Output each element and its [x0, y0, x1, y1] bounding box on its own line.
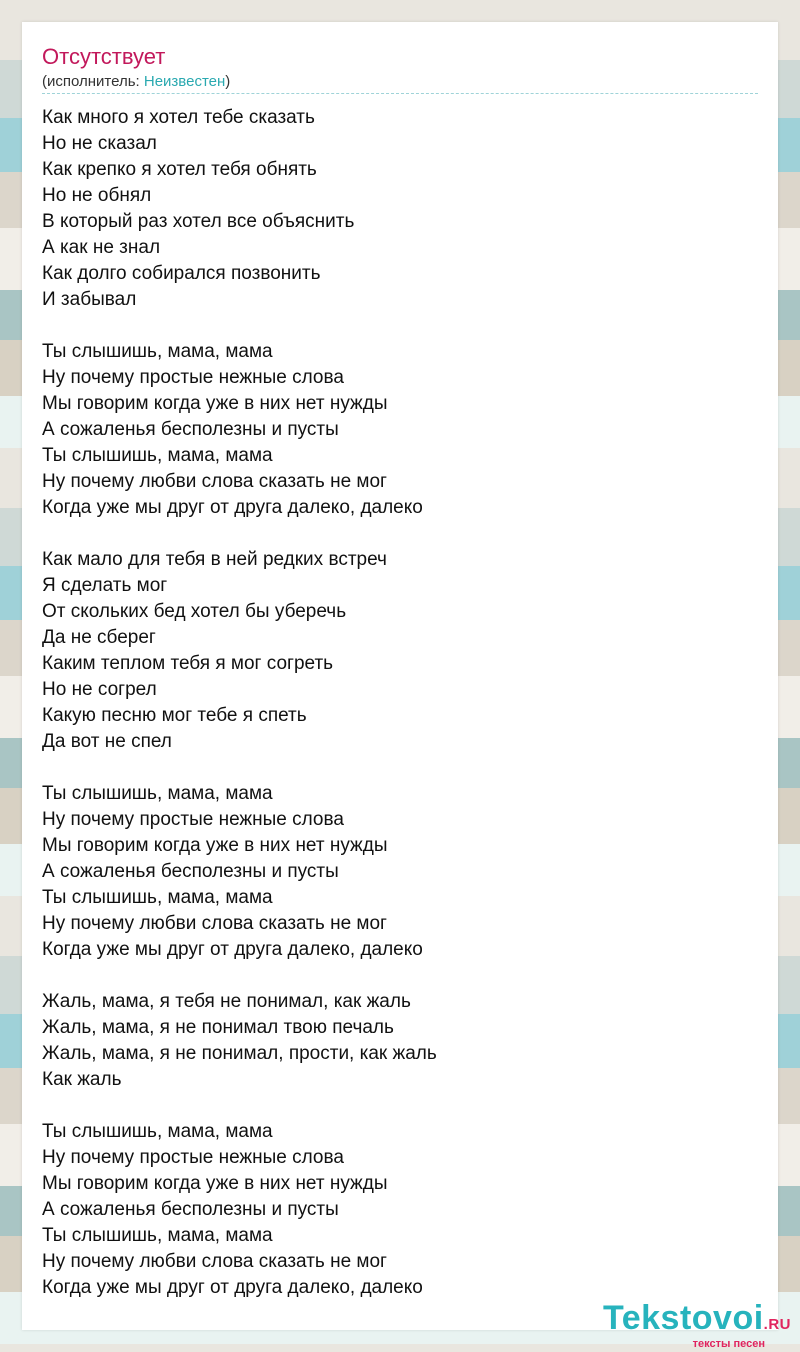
- lyric-line: Я сделать мог: [42, 575, 168, 596]
- lyric-line: Ну почему простые нежные слова: [42, 367, 344, 388]
- lyric-line: Ну почему простые нежные слова: [42, 809, 344, 830]
- lyric-line: Ты слышишь, мама, мама: [42, 783, 273, 804]
- lyric-line: Да не сберег: [42, 627, 156, 648]
- lyric-line: Как жаль: [42, 1069, 122, 1090]
- lyric-line: В который раз хотел все объяснить: [42, 211, 355, 232]
- lyric-line: Мы говорим когда уже в них нет нужды: [42, 393, 388, 414]
- artist-link[interactable]: Неизвестен: [143, 73, 226, 90]
- site-logo: [603, 1300, 791, 1350]
- lyric-line: А сожаленья бесполезны и пусты: [42, 419, 339, 440]
- lyrics-card: [22, 22, 778, 1330]
- lyric-line: Мы говорим когда уже в них нет нужды: [42, 1173, 388, 1194]
- lyric-line: Но не согрел: [42, 679, 157, 700]
- lyric-line: [42, 755, 437, 781]
- lyric-line: А сожаленья бесполезны и пусты: [42, 1199, 339, 1220]
- lyric-line: Жаль, мама, я не понимал твою печаль: [42, 1017, 394, 1038]
- performer-prefix: (исполнитель:: [42, 73, 144, 90]
- lyric-line: Какую песню мог тебе я спеть: [42, 705, 307, 726]
- lyric-line: Ты слышишь, мама, мама: [42, 1225, 273, 1246]
- lyric-line: Ну почему любви слова сказать не мог: [42, 913, 387, 934]
- lyric-line: Как мало для тебя в ней редких встреч: [42, 549, 387, 570]
- song-title: Отсутствует: [42, 44, 166, 69]
- lyric-line: [42, 1093, 437, 1119]
- logo-name: Tekstovoi: [602, 1299, 764, 1337]
- title-divider: [42, 93, 758, 94]
- lyric-line: Как долго собирался позвонить: [42, 263, 321, 284]
- lyric-line: Жаль, мама, я не понимал, прости, как жаль: [42, 1043, 437, 1064]
- lyric-line: Как крепко я хотел тебя обнять: [42, 159, 317, 180]
- lyric-line: И забывал: [42, 289, 137, 310]
- lyric-line: Когда уже мы друг от друга далеко, далеко: [42, 1277, 423, 1298]
- lyric-line: Ну почему простые нежные слова: [42, 1147, 344, 1168]
- lyric-line: Мы говорим когда уже в них нет нужды: [42, 835, 388, 856]
- lyric-line: Ты слышишь, мама, мама: [42, 445, 273, 466]
- lyric-line: Когда уже мы друг от друга далеко, далеко: [42, 939, 423, 960]
- lyric-line: Ты слышишь, мама, мама: [42, 341, 273, 362]
- lyric-line: Ну почему любви слова сказать не мог: [42, 471, 387, 492]
- lyric-line: Ты слышишь, мама, мама: [42, 1121, 273, 1142]
- logo-tagline: тексты песен: [692, 1338, 765, 1350]
- lyric-line: Ты слышишь, мама, мама: [42, 887, 273, 908]
- lyric-line: Каким теплом тебя я мог согреть: [42, 653, 334, 674]
- lyric-line: [42, 521, 437, 547]
- lyric-line: От скольких бед хотел бы уберечь: [42, 601, 347, 622]
- lyric-line: Но не сказал: [42, 133, 157, 154]
- lyric-line: Как много я хотел тебе сказать: [42, 107, 315, 128]
- logo-tld: .RU: [763, 1316, 791, 1333]
- lyric-line: [42, 313, 437, 339]
- lyric-line: А как не знал: [42, 237, 161, 258]
- performer-suffix: ): [225, 73, 231, 90]
- lyrics-text: [42, 105, 437, 1301]
- lyric-line: [42, 963, 437, 989]
- lyric-line: Да вот не спел: [42, 731, 172, 752]
- lyric-line: А сожаленья бесполезны и пусты: [42, 861, 339, 882]
- lyric-line: Ну почему любви слова сказать не мог: [42, 1251, 387, 1272]
- lyric-line: Но не обнял: [42, 185, 152, 206]
- lyric-line: Жаль, мама, я тебя не понимал, как жаль: [42, 991, 411, 1012]
- performer-line: [42, 72, 230, 92]
- lyric-line: Когда уже мы друг от друга далеко, далеко: [42, 497, 423, 518]
